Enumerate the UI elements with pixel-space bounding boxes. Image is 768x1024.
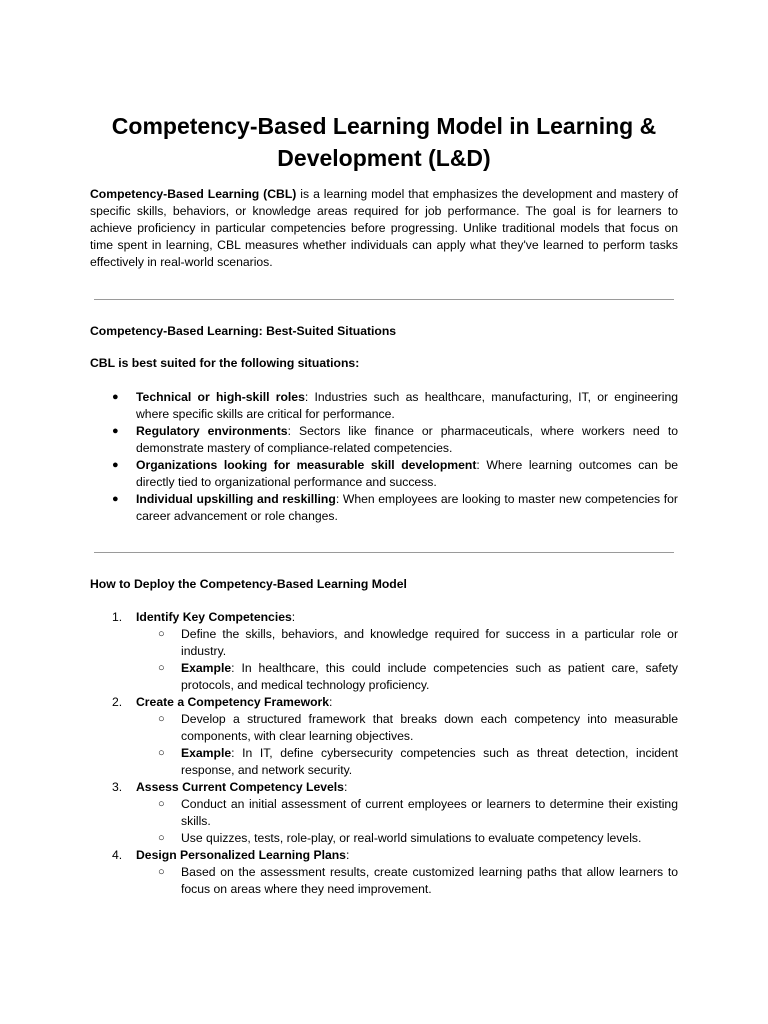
horizontal-divider [94,552,674,553]
sub-text: Define the skills, behaviors, and knowledge required for success in a particular role or industry. [181,627,678,658]
document-title: Competency-Based Learning Model in Learning & Development (L&D) [111,113,657,171]
step-item [90,847,678,898]
step-item [90,694,678,779]
sub-label: Example [181,661,232,675]
item-label: Individual upskilling and reskilling [136,492,336,506]
item-label: Regulatory environments [136,424,288,438]
item-text: : Where learning outcomes can be directly tied to organizational performance and success. [136,458,678,489]
intro-paragraph [90,186,678,271]
sub-list-item [136,711,678,745]
bullet-icon: ● [112,391,119,403]
step-sub-list [136,711,678,779]
circle-bullet-icon: ○ [158,798,165,810]
item-label: Technical or high-skill roles [136,390,305,404]
sub-label: Example [181,746,232,760]
sub-list-item [136,796,678,830]
intro-term: Competency-Based Learning (CBL) [90,187,297,201]
sub-list-item [136,864,678,898]
section-heading-best-suited: Competency-Based Learning: Best-Suited Situations [90,324,397,338]
intro-text: is a learning model that emphasizes the development and mastery of specific skills, behaviors, or knowledge areas required for job performance. The goal is for learners to achieve proficiency in particular competencies before progressing. Unlike traditional models that focus on time spent in learning, CBL measures whether individuals can apply what they've learned to perform tasks effectively in real-world scenarios. [90,187,678,269]
step-number: 3. [112,780,123,794]
horizontal-divider [94,299,674,300]
step-suffix: : [291,610,296,624]
step-number: 2. [112,695,123,709]
sub-text: Use quizzes, tests, role-play, or real-world simulations to evaluate competency levels. [181,831,642,845]
list-item [90,457,678,491]
bullet-icon: ● [112,493,119,505]
section-heading-deploy: How to Deploy the Competency-Based Learning Model [90,577,407,591]
sub-list-item [136,745,678,779]
step-sub-list [136,796,678,847]
situations-list [90,389,678,525]
step-label: Design Personalized Learning Plans [136,848,346,862]
step-item [90,609,678,694]
circle-bullet-icon: ○ [158,747,165,759]
step-number: 4. [112,848,123,862]
sub-list-item [136,830,678,847]
sub-text: Based on the assessment results, create customized learning paths that allow learners to focus on areas where they need improvement. [181,865,678,896]
step-sub-list [136,626,678,694]
deploy-steps-list [90,609,678,898]
item-text: : When employees are looking to master new competencies for career advancement or role changes. [136,492,678,523]
list-item [90,389,678,423]
bullet-icon: ● [112,425,119,437]
circle-bullet-icon: ○ [158,832,165,844]
list-item [90,423,678,457]
circle-bullet-icon: ○ [158,662,165,674]
sub-list-item [136,626,678,660]
section-subheading-situations: CBL is best suited for the following situations: [90,356,360,370]
sub-list-item [136,660,678,694]
step-label: Identify Key Competencies [136,610,292,624]
sub-text: : In IT, define cybersecurity competencies such as threat detection, incident response, and network security. [181,746,678,777]
circle-bullet-icon: ○ [158,628,165,640]
list-item [90,491,678,525]
step-suffix: : [345,848,350,862]
step-number: 1. [112,610,123,624]
sub-text: : In healthcare, this could include competencies such as patient care, safety protocols, and medical technology proficiency. [181,661,678,692]
circle-bullet-icon: ○ [158,713,165,725]
step-suffix: : [343,780,348,794]
step-label: Create a Competency Framework [136,695,330,709]
item-text: : Industries such as healthcare, manufacturing, IT, or engineering where specific skills are critical for performance. [136,390,678,421]
step-label: Assess Current Competency Levels [136,780,344,794]
step-item [90,779,678,847]
item-label: Organizations looking for measurable skill development [136,458,477,472]
sub-text: Develop a structured framework that breaks down each competency into measurable components, with clear learning objectives. [181,712,678,743]
bullet-icon: ● [112,459,119,471]
step-suffix: : [329,695,333,709]
circle-bullet-icon: ○ [158,866,165,878]
step-sub-list [136,864,678,898]
item-text: : Sectors like finance or pharmaceuticals, where workers need to demonstrate mastery of compliance-related competencies. [136,424,678,455]
sub-text: Conduct an initial assessment of current employees or learners to determine their existing skills. [181,797,678,828]
